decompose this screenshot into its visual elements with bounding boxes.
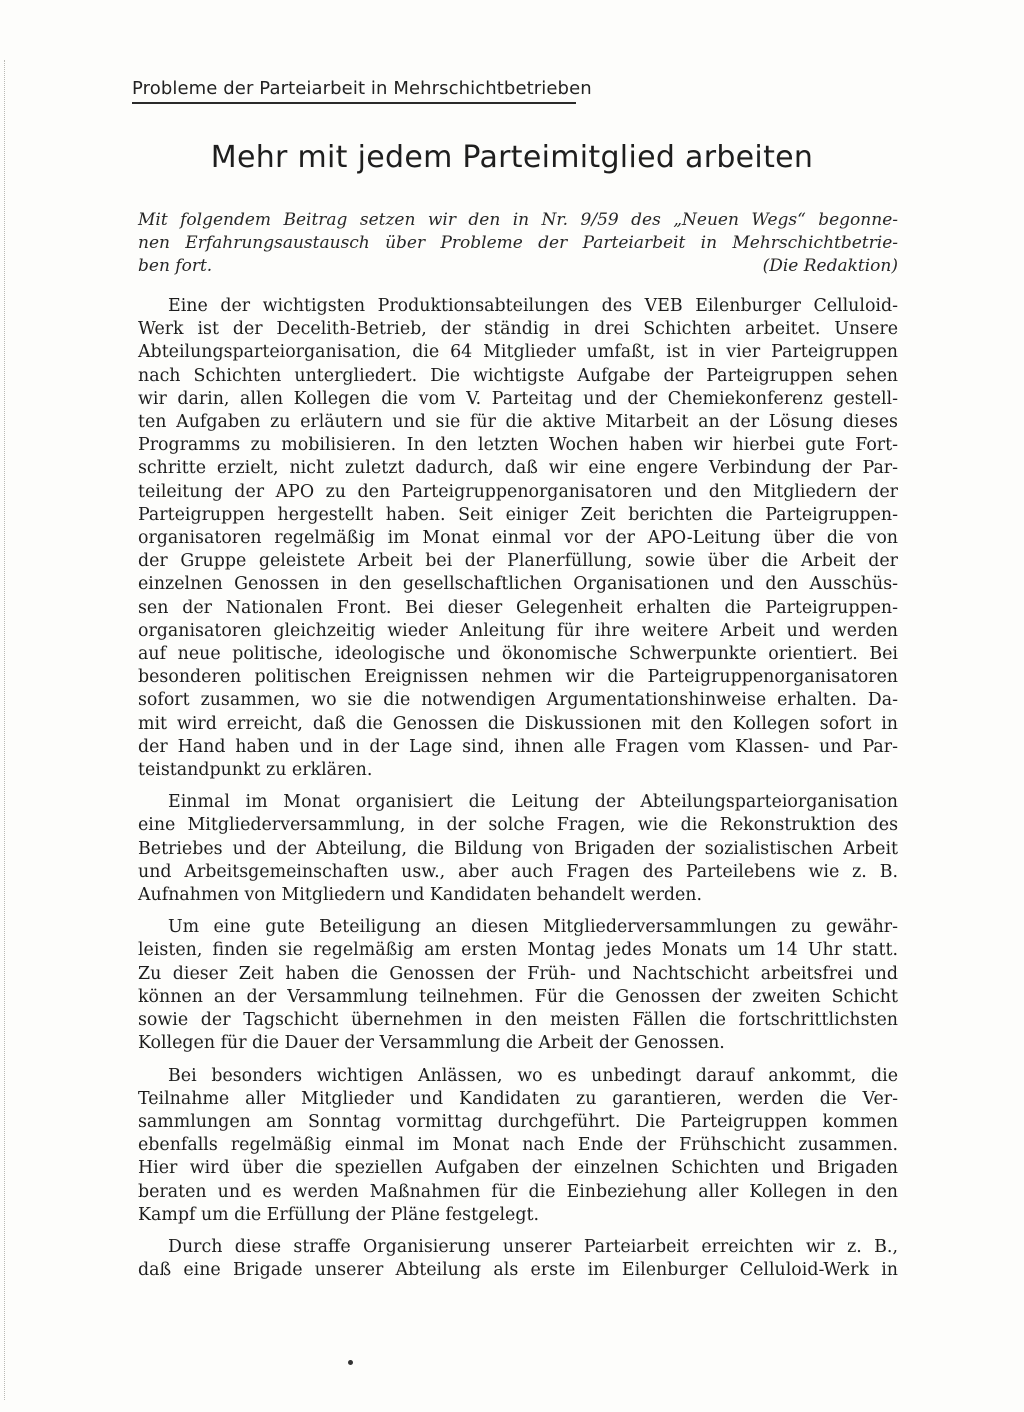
- text-line: nach Schichten untergliedert. Die wichtigste Aufgabe der Parteigruppen sehen: [138, 365, 898, 386]
- text-line: sammlungen am Sonntag vormittag durchgeführt. Die Parteigruppen kommen: [138, 1111, 898, 1132]
- text-line: Abteilungsparteiorganisation, die 64 Mitglieder umfaßt, ist in vier Parteigruppen: [138, 342, 898, 363]
- text-line: Um eine gute Beteiligung an diesen Mitgliederversammlungen zu gewähr-: [168, 917, 898, 938]
- text-line: teileitung der APO zu den Parteigruppenorganisatoren und den Mitgliedern der: [138, 481, 898, 502]
- article-body: [138, 295, 898, 1291]
- article-title: Mehr mit jedem Parteimitglied arbeiten: [210, 140, 814, 175]
- intro-line: ben fort.: [138, 256, 213, 276]
- text-line: der Hand haben und in der Lage sind, ihnen alle Fragen vom Klassen- und Par-: [138, 736, 898, 757]
- text-line: eine Mitgliederversammlung, in der solche Fragen, wie die Rekonstruktion des: [138, 815, 898, 836]
- text-line: und Arbeitsgemeinschaften usw., aber auch Fragen des Parteilebens wie z. B.: [138, 861, 898, 882]
- text-line: organisatoren gleichzeitig wieder Anleitung für ihre weitere Arbeit und werden: [138, 620, 898, 641]
- text-line: Teilnahme aller Mitglieder und Kandidaten zu garantieren, werden die Ver-: [138, 1088, 898, 1109]
- text-line: der Gruppe geleistete Arbeit bei der Planerfüllung, sowie über die Arbeit der: [138, 551, 898, 572]
- text-line: Durch diese straffe Organisierung unserer Parteiarbeit erreichten wir z. B.,: [168, 1236, 898, 1257]
- text-line: teistandpunkt zu erklären.: [138, 760, 373, 781]
- text-line: auf neue politische, ideologische und ökonomische Schwerpunkte orientiert. Bei: [138, 644, 898, 665]
- print-speck: [348, 1360, 353, 1365]
- text-line: sofort zusammen, wo sie die notwendigen Argumentationshinweise erhalten. Da-: [138, 690, 898, 711]
- text-line: können an der Versammlung teilnehmen. Für die Genossen der zweiten Schicht: [138, 986, 898, 1007]
- text-line: Kollegen für die Dauer der Versammlung die Arbeit der Genossen.: [138, 1033, 725, 1054]
- section-heading: Probleme der Parteiarbeit in Mehrschichtbetrieben: [132, 78, 576, 104]
- paragraph: [138, 1236, 898, 1282]
- intro-line: Mit folgendem Beitrag setzen wir den in Nr. 9/59 des „Neuen Wegs“ begonne-: [138, 210, 898, 230]
- intro-last-line: [138, 255, 898, 278]
- text-line: ebenfalls regelmäßig einmal im Monat nach Ende der Frühschicht zusammen.: [138, 1135, 898, 1156]
- paragraph: [138, 1065, 898, 1227]
- text-line: Hier wird über die speziellen Aufgaben der einzelnen Schichten und Brigaden: [138, 1158, 898, 1179]
- text-line: sen der Nationalen Front. Bei dieser Gelegenheit erhalten die Parteigruppen-: [138, 597, 898, 618]
- text-line: leisten, finden sie regelmäßig am ersten Montag jedes Monats um 14 Uhr statt.: [138, 940, 898, 961]
- text-line: einzelnen Genossen in den gesellschaftlichen Organisationen und den Ausschüs-: [138, 574, 898, 595]
- text-line: Aufnahmen von Mitgliedern und Kandidaten behandelt werden.: [138, 885, 703, 906]
- text-line: daß eine Brigade unserer Abteilung als erste im Eilenburger Celluloid-Werk in: [138, 1260, 898, 1281]
- text-line: wir darin, allen Kollegen die vom V. Parteitag und der Chemiekonferenz gestell-: [138, 388, 898, 409]
- text-line: besonderen politischen Ereignissen nehmen wir die Parteigruppenorganisatoren: [138, 667, 898, 688]
- page-binding-edge: [4, 60, 11, 1400]
- text-line: Zu dieser Zeit haben die Genossen der Früh- und Nachtschicht arbeitsfrei und: [138, 963, 898, 984]
- editorial-attribution: (Die Redaktion): [762, 256, 898, 276]
- text-line: Parteigruppen hergestellt haben. Seit einiger Zeit berichten die Parteigruppen-: [138, 504, 898, 525]
- text-line: sowie der Tagschicht übernehmen in den meisten Fällen die fortschrittlichsten: [138, 1010, 898, 1031]
- text-line: ten Aufgaben zu erläutern und sie für die aktive Mitarbeit an der Lösung dieses: [138, 412, 898, 433]
- text-line: beraten und es werden Maßnahmen für die Einbeziehung aller Kollegen in den: [138, 1181, 898, 1202]
- text-line: Bei besonders wichtigen Anlässen, wo es unbedingt darauf ankommt, die: [168, 1065, 898, 1086]
- text-line: Betriebes und der Abteilung, die Bildung von Brigaden der sozialistischen Arbeit: [138, 838, 898, 859]
- paragraph: [138, 295, 898, 782]
- editorial-intro: [138, 209, 898, 278]
- text-line: Eine der wichtigsten Produktionsabteilungen des VEB Eilenburger Celluloid-: [168, 296, 898, 316]
- text-line: Programms zu mobilisieren. In den letzten Wochen haben wir hierbei gute Fort-: [138, 435, 898, 456]
- text-line: organisatoren regelmäßig im Monat einmal vor der APO-Leitung über die von: [138, 528, 898, 549]
- paragraph: [138, 916, 898, 1055]
- text-line: mit wird erreicht, daß die Genossen die Diskussionen mit den Kollegen sofort in: [138, 713, 898, 734]
- text-line: Kampf um die Erfüllung der Pläne festgelegt.: [138, 1204, 539, 1225]
- text-line: schritte erzielt, nicht zuletzt dadurch, daß wir eine engere Verbindung der Par-: [138, 458, 898, 479]
- text-line: Werk ist der Decelith-Betrieb, der ständig in drei Schichten arbeitet. Unsere: [138, 319, 898, 340]
- text-line: Einmal im Monat organisiert die Leitung der Abteilungsparteiorganisation: [168, 792, 898, 813]
- paragraph: [138, 791, 898, 907]
- intro-line: nen Erfahrungsaustausch über Probleme der Parteiarbeit in Mehrschichtbetrie-: [138, 233, 898, 253]
